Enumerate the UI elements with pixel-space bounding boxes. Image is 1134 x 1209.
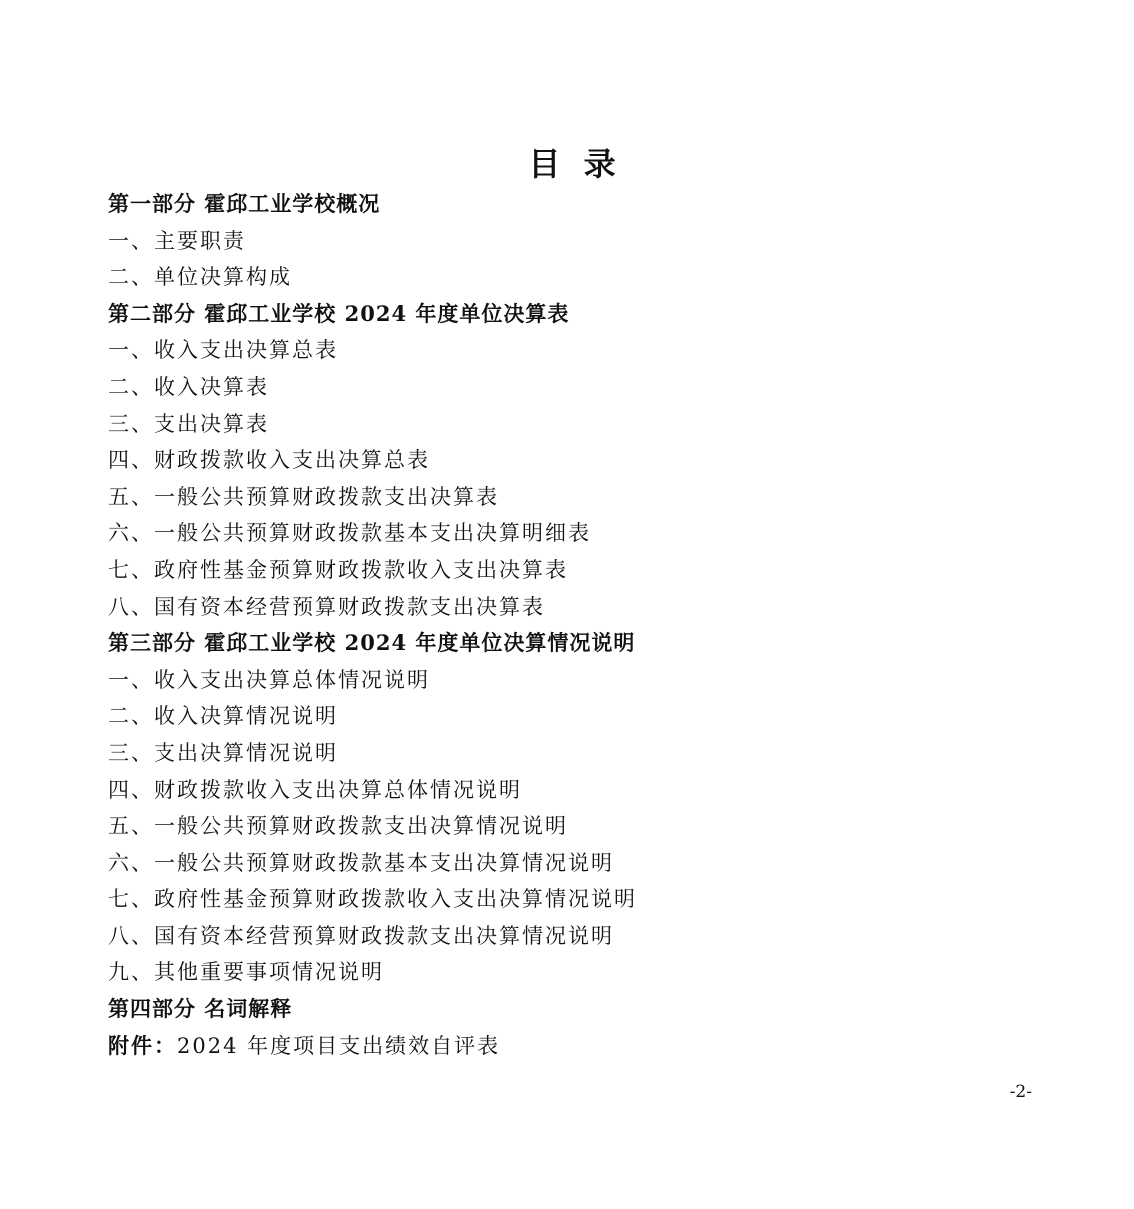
toc-item: 四、财政拨款收入支出决算总表 [108, 448, 430, 473]
page-title: 目 录 [528, 145, 622, 183]
toc-item: 八、国有资本经营预算财政拨款支出决算表 [108, 594, 545, 619]
toc-item: 一、收入支出决算总体情况说明 [108, 667, 430, 692]
toc-item: 一、主要职责 [108, 228, 246, 253]
attachment-label: 附件： [108, 1032, 177, 1058]
toc-item: 七、政府性基金预算财政拨款收入支出决算表 [108, 557, 568, 582]
toc-section-4: 第四部分 名词解释 [108, 996, 293, 1022]
toc-item: 二、收入决算表 [108, 374, 269, 399]
toc-item: 六、一般公共预算财政拨款基本支出决算明细表 [108, 521, 591, 546]
toc-item: 五、一般公共预算财政拨款支出决算情况说明 [108, 814, 568, 839]
toc-item: 二、单位决算构成 [108, 265, 292, 290]
toc-item: 四、财政拨款收入支出决算总体情况说明 [108, 777, 522, 802]
attachment-text: 2024 年度项目支出绩效自评表 [177, 1033, 501, 1058]
page-number: -2- [1009, 1082, 1032, 1102]
toc-section-2: 第二部分 霍邱工业学校 2024 年度单位决算表 [108, 300, 570, 326]
table-of-contents [108, 186, 1068, 1064]
toc-item: 六、一般公共预算财政拨款基本支出决算情况说明 [108, 850, 614, 875]
toc-item: 二、收入决算情况说明 [108, 704, 338, 729]
toc-section-1: 第一部分 霍邱工业学校概况 [108, 191, 381, 216]
toc-attachment [108, 1028, 1068, 1065]
toc-item: 三、支出决算情况说明 [108, 740, 338, 765]
toc-section-3: 第三部分 霍邱工业学校 2024 年度单位决算情况说明 [108, 630, 636, 656]
toc-item: 五、一般公共预算财政拨款支出决算表 [108, 484, 499, 509]
toc-item: 八、国有资本经营预算财政拨款支出决算情况说明 [108, 923, 614, 948]
toc-item: 三、支出决算表 [108, 411, 269, 436]
toc-item: 一、收入支出决算总表 [108, 338, 338, 363]
toc-item: 九、其他重要事项情况说明 [108, 960, 384, 985]
toc-item: 七、政府性基金预算财政拨款收入支出决算情况说明 [108, 887, 637, 912]
